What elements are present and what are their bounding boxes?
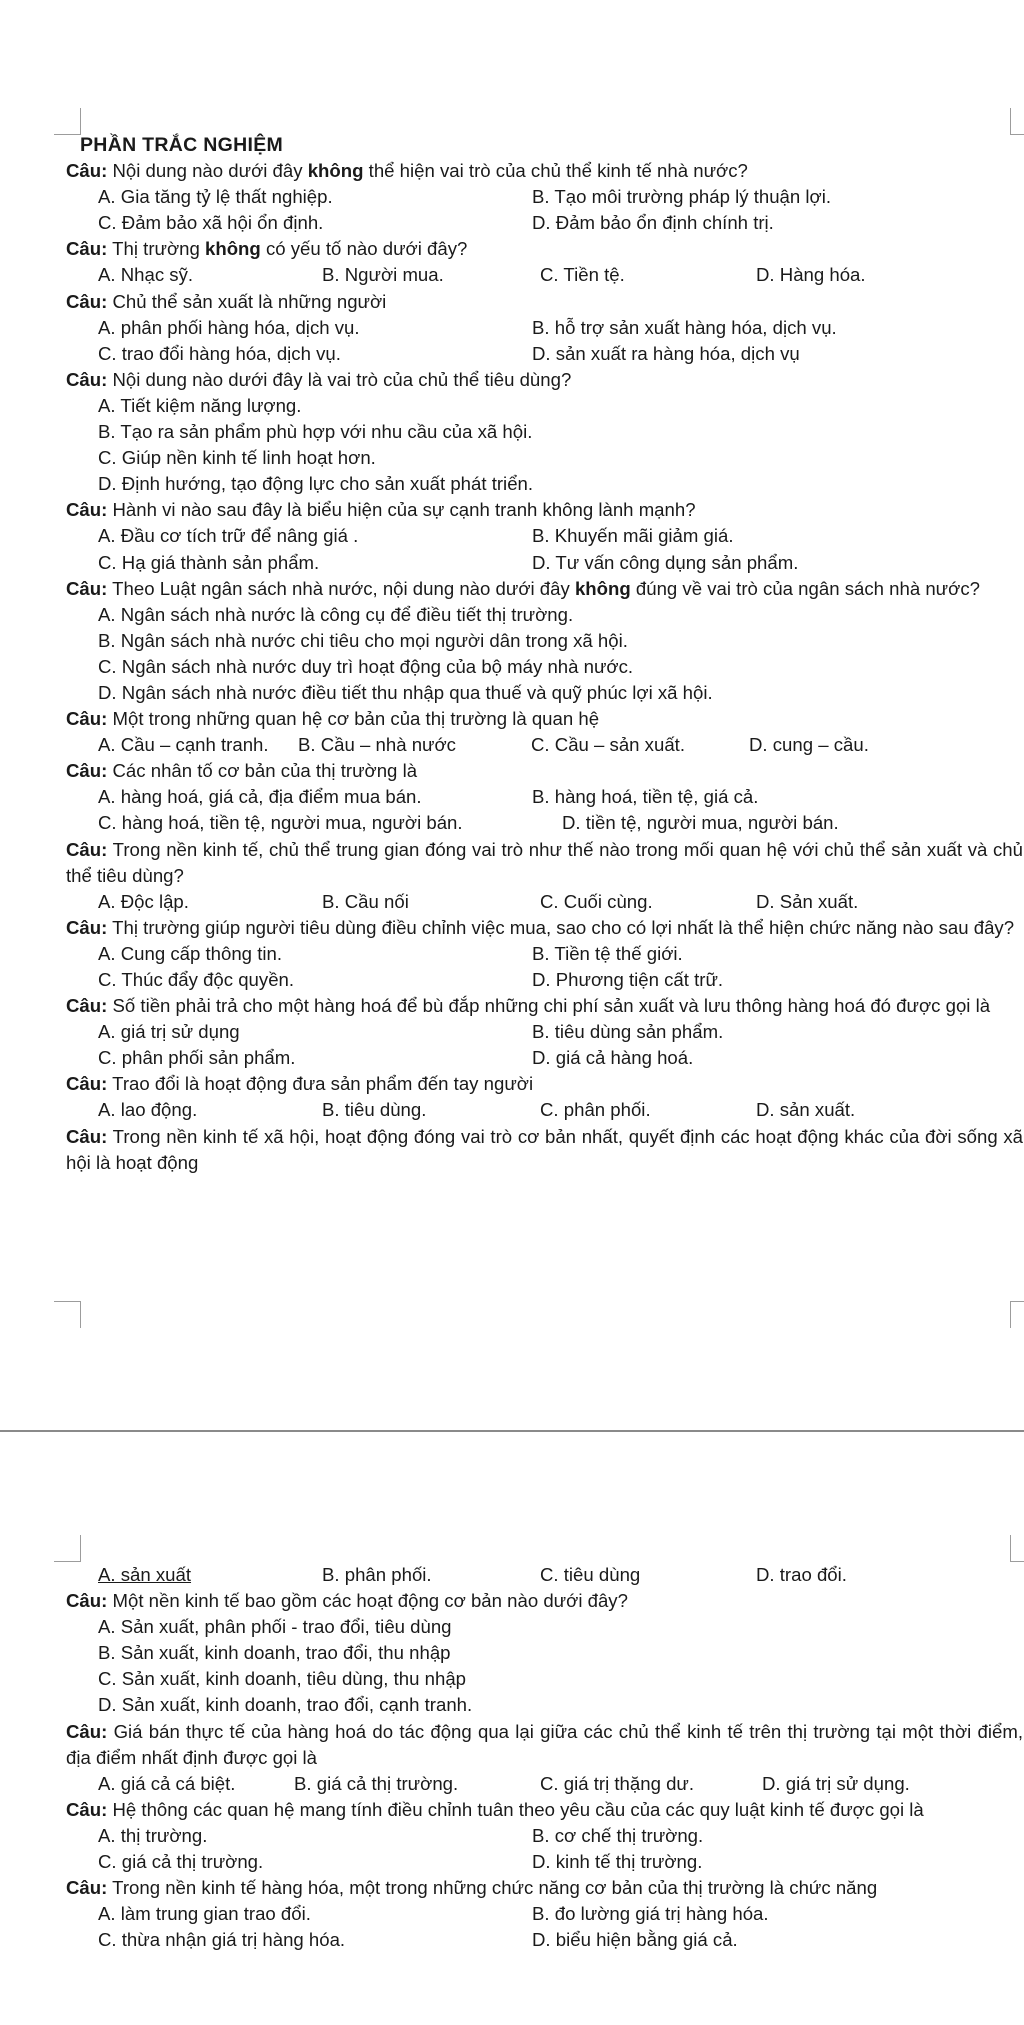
question-lead: Câu:	[66, 160, 108, 182]
question-7	[66, 706, 1024, 758]
option-a[interactable]: A. Gia tăng tỷ lệ thất nghiệp.	[98, 186, 333, 208]
page-2	[0, 1432, 1024, 2025]
question-lead: Câu:	[66, 290, 108, 312]
option-b[interactable]: B. hàng hoá, tiền tệ, giá cả.	[532, 786, 759, 808]
option-d[interactable]: D. cung – cầu.	[749, 734, 869, 756]
question-lead: Câu:	[66, 499, 108, 521]
option-d[interactable]: D. trao đổi.	[756, 1564, 847, 1585]
question-16	[66, 1797, 1024, 1875]
option-b[interactable]: B. Sản xuất, kinh doanh, trao đổi, thu nhập	[98, 1642, 451, 1664]
option-d[interactable]: D. Phương tiện cất trữ.	[532, 969, 724, 990]
question-lead: Câu:	[66, 1073, 108, 1095]
option-a[interactable]: A. Tiết kiệm năng lượng.	[98, 394, 302, 416]
question-15	[66, 1719, 1024, 1797]
option-a[interactable]: A. phân phối hàng hóa, dịch vụ.	[98, 316, 360, 338]
option-d[interactable]: D. Tư vấn công dụng sản phẩm.	[532, 551, 799, 573]
option-c[interactable]: C. Cầu – sản xuất.	[531, 734, 685, 756]
option-a[interactable]: A. hàng hoá, giá cả, địa điểm mua bán.	[98, 786, 422, 808]
option-b[interactable]: B. Cầu – nhà nước	[298, 734, 456, 756]
option-d[interactable]: D. tiền tệ, người mua, người bán.	[562, 812, 839, 834]
option-b[interactable]: B. phân phối.	[322, 1564, 432, 1585]
question-keyword: không	[205, 238, 261, 260]
option-a[interactable]: A. Đầu cơ tích trữ để nâng giá .	[98, 525, 359, 547]
option-a[interactable]: A. sản xuất	[98, 1564, 192, 1585]
question-text: đúng về vai trò của ngân sách nhà nước?	[630, 577, 980, 599]
option-c[interactable]: C. phân phối sản phẩm.	[98, 1047, 296, 1069]
question-1	[66, 158, 1024, 236]
question-keyword: không	[574, 577, 631, 599]
question-text: Một nền kinh tế bao gồm các hoạt động cơ bản nào dưới đây?	[107, 1590, 628, 1612]
question-lead: Câu:	[66, 838, 108, 860]
question-text: Trong nền kinh tế, chủ thể trung gian đóng vai trò như thế nào trong mối quan hệ với chủ thể sản xuất và chủ thể tiêu dùng?	[66, 838, 1023, 886]
question-lead: Câu:	[66, 577, 108, 599]
option-c[interactable]: C. Ngân sách nhà nước duy trì hoạt động của bộ máy nhà nước.	[98, 655, 634, 677]
question-text: Hệ thông các quan hệ mang tính điều chỉnh tuân theo yêu cầu của các quy luật kinh tế được gọi là	[107, 1798, 924, 1820]
question-8	[66, 758, 1024, 836]
margin-corner-mark	[54, 1301, 81, 1328]
question-text: thể hiện vai trò của chủ thể kinh tế nhà nước?	[363, 160, 748, 182]
option-c[interactable]: C. Đảm bảo xã hội ổn định.	[98, 212, 324, 234]
question-13	[66, 1124, 1024, 1176]
question-13-options	[98, 1562, 1024, 1588]
question-4	[66, 367, 1024, 497]
option-c[interactable]: C. hàng hoá, tiền tệ, người mua, người bán.	[98, 812, 463, 834]
option-d[interactable]: D. Sản xuất, kinh doanh, trao đổi, cạnh tranh.	[98, 1694, 473, 1716]
option-d[interactable]: D. sản xuất ra hàng hóa, dịch vụ	[532, 342, 800, 364]
option-b[interactable]: B. Ngân sách nhà nước chi tiêu cho mọi người dân trong xã hội.	[98, 629, 628, 651]
option-b[interactable]: B. Cầu nối	[322, 890, 409, 912]
question-lead: Câu:	[66, 995, 108, 1017]
option-d[interactable]: D. giá trị sử dụng.	[762, 1772, 910, 1794]
option-a[interactable]: A. Cầu – cạnh tranh.	[98, 734, 269, 756]
option-c[interactable]: C. Giúp nền kinh tế linh hoạt hơn.	[98, 447, 376, 469]
option-b[interactable]: B. giá cả thị trường.	[294, 1772, 459, 1794]
option-b[interactable]: B. đo lường giá trị hàng hóa.	[532, 1903, 769, 1925]
question-text: Nội dung nào dưới đây là vai trò của chủ thể tiêu dùng?	[107, 368, 572, 390]
option-a[interactable]: A. giá trị sử dụng	[98, 1021, 240, 1043]
option-b[interactable]: B. hỗ trợ sản xuất hàng hóa, dịch vụ.	[532, 316, 837, 338]
question-text: Thị trường	[107, 238, 205, 260]
option-d[interactable]: D. Đảm bảo ổn định chính trị.	[532, 212, 774, 234]
question-6	[66, 576, 1024, 706]
question-text: Một trong những quan hệ cơ bản của thị trường là quan hệ	[107, 708, 600, 730]
option-c[interactable]: C. Hạ giá thành sản phẩm.	[98, 551, 320, 573]
question-text: Trong nền kinh tế hàng hóa, một trong những chức năng cơ bản của thị trường là chức năng	[107, 1877, 878, 1899]
option-d[interactable]: D. sản xuất.	[756, 1099, 856, 1121]
section-heading: PHẦN TRẮC NGHIỆM	[80, 134, 284, 156]
question-10	[66, 915, 1024, 993]
option-a[interactable]: A. lao động.	[98, 1099, 198, 1121]
option-c[interactable]: C. Cuối cùng.	[540, 890, 653, 912]
margin-corner-mark	[1010, 108, 1024, 135]
question-text: Theo Luật ngân sách nhà nước, nội dung nào dưới đây	[107, 577, 575, 599]
option-d[interactable]: D. Định hướng, tạo động lực cho sản xuất phát triển.	[98, 473, 534, 495]
question-5	[66, 497, 1024, 575]
option-a[interactable]: A. Nhạc sỹ.	[98, 264, 194, 286]
option-b[interactable]: B. tiêu dùng sản phẩm.	[532, 1021, 724, 1043]
option-c[interactable]: C. giá cả thị trường.	[98, 1851, 264, 1873]
option-a[interactable]: A. Ngân sách nhà nước là công cụ để điều tiết thị trường.	[98, 603, 574, 625]
question-lead: Câu:	[66, 1590, 108, 1612]
question-text: Các nhân tố cơ bản của thị trường là	[107, 760, 418, 782]
question-lead: Câu:	[66, 238, 108, 260]
question-keyword: không	[307, 160, 364, 182]
question-text: Số tiền phải trả cho một hàng hoá để bù đắp những chi phí sản xuất và lưu thông hàng hoá đó được gọi là	[107, 995, 991, 1017]
page-2-content	[66, 1562, 1024, 1953]
question-text: có yếu tố nào dưới đây?	[260, 238, 468, 260]
option-c[interactable]: C. phân phối.	[540, 1099, 651, 1121]
option-b[interactable]: B. Người mua.	[322, 264, 444, 286]
question-lead: Câu:	[66, 1877, 108, 1899]
question-text: Thị trường giúp người tiêu dùng điều chỉnh việc mua, sao cho có lợi nhất là thể hiện chức năng nào sau đây?	[107, 916, 1015, 938]
question-lead: Câu:	[66, 368, 108, 390]
option-b[interactable]: B. Tiền tệ thế giới.	[532, 942, 683, 964]
question-lead: Câu:	[66, 916, 108, 938]
question-text: Trao đổi là hoạt động đưa sản phẩm đến tay người	[107, 1073, 534, 1095]
option-a[interactable]: A. Cung cấp thông tin.	[98, 942, 282, 964]
option-b[interactable]: B. cơ chế thị trường.	[532, 1824, 704, 1846]
option-d[interactable]: D. Sản xuất.	[756, 890, 859, 912]
option-d[interactable]: D. giá cả hàng hoá.	[532, 1047, 694, 1069]
question-3	[66, 289, 1024, 367]
question-text: Giá bán thực tế của hàng hoá do tác động qua lại giữa các chủ thể kinh tế trên thị trường tại một thời điểm, địa điểm nhất định được gọi là	[66, 1720, 1023, 1768]
margin-corner-mark	[1010, 1301, 1024, 1328]
question-text: Hành vi nào sau đây là biểu hiện của sự cạnh tranh không lành mạnh?	[107, 499, 696, 521]
option-a[interactable]: A. Sản xuất, phân phối - trao đổi, tiêu dùng	[98, 1616, 452, 1638]
question-lead: Câu:	[66, 1720, 108, 1742]
question-text: Nội dung nào dưới đây	[107, 160, 308, 182]
option-c[interactable]: C. Sản xuất, kinh doanh, tiêu dùng, thu nhập	[98, 1668, 467, 1690]
question-lead: Câu:	[66, 1125, 108, 1147]
option-a[interactable]: A. giá cả cá biệt.	[98, 1772, 236, 1794]
option-c[interactable]: C. trao đổi hàng hóa, dịch vụ.	[98, 342, 341, 364]
question-lead: Câu:	[66, 708, 108, 730]
option-a[interactable]: A. làm trung gian trao đổi.	[98, 1903, 311, 1925]
margin-corner-mark	[54, 108, 81, 135]
option-c[interactable]: C. Tiền tệ.	[540, 264, 625, 286]
option-a[interactable]: A. Độc lập.	[98, 890, 189, 912]
option-b[interactable]: B. Tạo ra sản phẩm phù hợp với nhu cầu của xã hội.	[98, 421, 533, 443]
margin-corner-mark	[54, 1535, 81, 1562]
question-lead: Câu:	[66, 1798, 108, 1820]
option-c[interactable]: C. thừa nhận giá trị hàng hóa.	[98, 1929, 346, 1951]
question-9	[66, 837, 1024, 915]
option-b[interactable]: B. tiêu dùng.	[322, 1099, 427, 1121]
question-17	[66, 1875, 1024, 1953]
question-14	[66, 1588, 1024, 1718]
option-b[interactable]: B. Khuyến mãi giảm giá.	[532, 525, 734, 547]
question-lead: Câu:	[66, 760, 108, 782]
page-1-content	[66, 132, 1024, 1176]
option-d[interactable]: D. Hàng hóa.	[756, 264, 866, 286]
option-c[interactable]: C. tiêu dùng	[540, 1564, 641, 1585]
question-text: Trong nền kinh tế xã hội, hoạt động đóng vai trò cơ bản nhất, quyết định các hoạt động khác của đời sống xã hội là hoạt động	[66, 1125, 1023, 1173]
option-c[interactable]: C. Thúc đẩy độc quyền.	[98, 969, 295, 990]
margin-corner-mark	[1010, 1535, 1024, 1562]
question-12	[66, 1071, 1024, 1123]
option-b[interactable]: B. Tạo môi trường pháp lý thuận lợi.	[532, 186, 832, 208]
question-2	[66, 236, 1024, 288]
question-text: Chủ thể sản xuất là những người	[107, 290, 387, 312]
option-d[interactable]: D. kinh tế thị trường.	[532, 1851, 703, 1873]
option-d[interactable]: D. Ngân sách nhà nước điều tiết thu nhập qua thuế và quỹ phúc lợi xã hội.	[98, 681, 713, 703]
option-c[interactable]: C. giá trị thặng dư.	[540, 1772, 695, 1794]
option-d[interactable]: D. biểu hiện bằng giá cả.	[532, 1929, 738, 1951]
option-a[interactable]: A. thị trường.	[98, 1824, 208, 1846]
question-11	[66, 993, 1024, 1071]
